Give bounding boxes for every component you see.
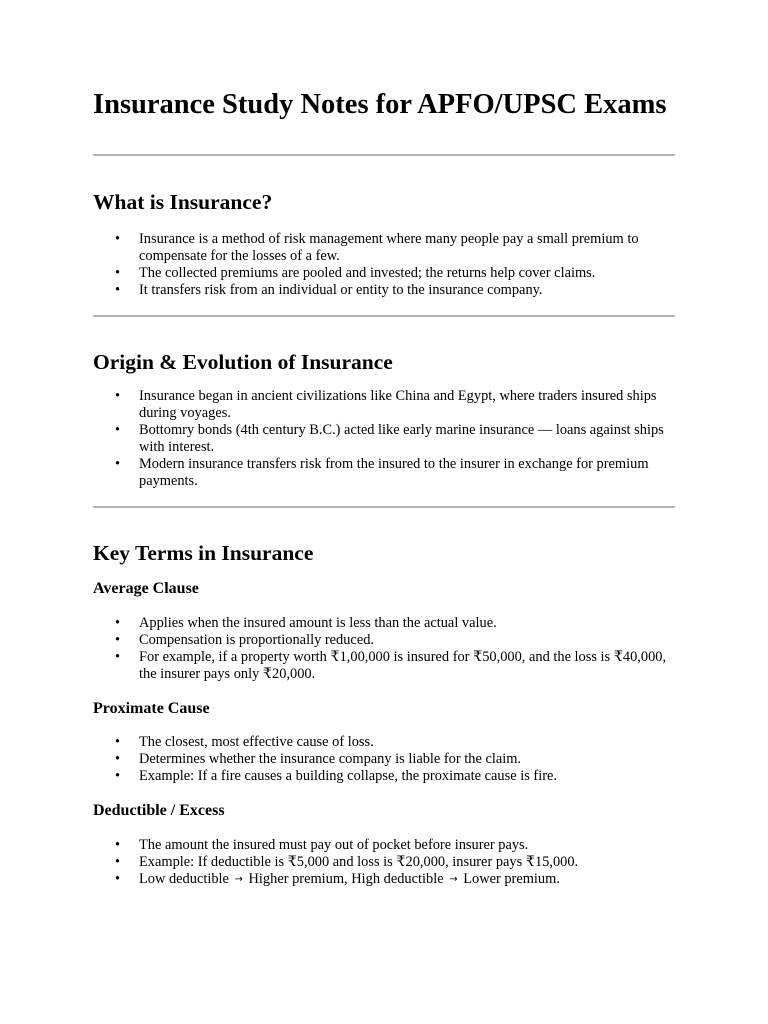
- lower-premium-text: Lower premium.: [463, 871, 560, 887]
- list-item: • The closest, most effective cause of loss.: [93, 734, 675, 751]
- subsection-heading-deductible-excess: Deductible / Excess: [93, 802, 225, 819]
- origin-evolution-list: [93, 388, 675, 490]
- list-item: • Example: If a fire causes a building collapse, the proximate cause is fire.: [93, 768, 675, 785]
- right-arrow-icon: →: [234, 874, 243, 885]
- right-arrow-icon: →: [449, 874, 458, 885]
- section-heading-origin-evolution: Origin & Evolution of Insurance: [93, 350, 393, 374]
- deductible-excess-list: [93, 837, 675, 889]
- divider: [93, 154, 675, 156]
- average-clause-list: [93, 615, 675, 683]
- list-item: • Compensation is proportionally reduced.: [93, 632, 675, 649]
- list-item: • Insurance began in ancient civilizations like China and Egypt, where traders insured ships during voyages.: [93, 388, 675, 422]
- list-item: • The collected premiums are pooled and invested; the returns help cover claims.: [93, 265, 675, 282]
- subsection-heading-proximate-cause: Proximate Cause: [93, 700, 210, 717]
- divider: [93, 506, 675, 508]
- higher-premium-text: Higher premium,: [248, 871, 348, 887]
- section-heading-key-terms: Key Terms in Insurance: [93, 541, 314, 565]
- list-item: • Bottomry bonds (4th century B.C.) acted like early marine insurance — loans against ships with interest.: [93, 422, 675, 456]
- list-item: • It transfers risk from an individual or entity to the insurance company.: [93, 282, 675, 299]
- divider: [93, 315, 675, 317]
- list-item: • Applies when the insured amount is less than the actual value.: [93, 615, 675, 632]
- subsection-heading-average-clause: Average Clause: [93, 580, 199, 597]
- list-item: • Modern insurance transfers risk from the insured to the insurer in exchange for premium payments.: [93, 456, 675, 490]
- low-deductible-text: Low deductible: [139, 871, 229, 887]
- list-item-deductible-compare: [93, 871, 675, 889]
- section-heading-what-is-insurance: What is Insurance?: [93, 190, 273, 214]
- proximate-cause-list: [93, 734, 675, 785]
- document-page: [93, 88, 675, 889]
- document-title: Insurance Study Notes for APFO/UPSC Exams: [93, 89, 667, 120]
- list-item: • The amount the insured must pay out of pocket before insurer pays.: [93, 837, 675, 854]
- list-item: • For example, if a property worth ₹1,00,000 is insured for ₹50,000, and the loss is ₹40,000, the insurer pays only ₹20,000.: [93, 649, 675, 683]
- list-item: • Example: If deductible is ₹5,000 and loss is ₹20,000, insurer pays ₹15,000.: [93, 854, 675, 871]
- high-deductible-text: High deductible: [351, 871, 444, 887]
- list-item: • Determines whether the insurance company is liable for the claim.: [93, 751, 675, 768]
- list-item: • Insurance is a method of risk management where many people pay a small premium to compensate for the losses of a few.: [93, 231, 675, 265]
- what-is-insurance-list: [93, 231, 675, 299]
